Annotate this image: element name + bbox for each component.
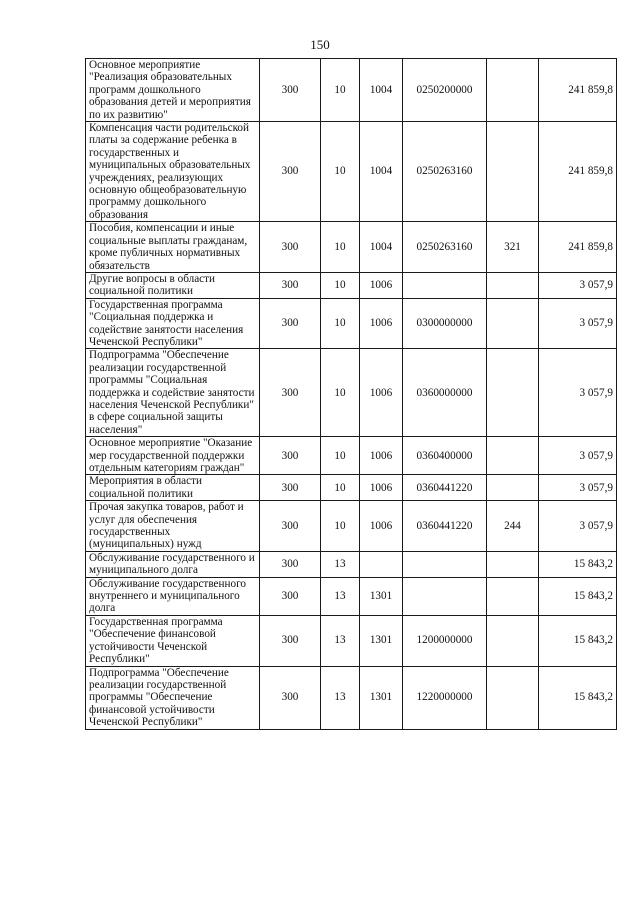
row-sum-cell: 3 057,9 [539,501,617,552]
row-vr-cell: 244 [487,501,539,552]
row-glav-cell: 300 [260,666,321,729]
row-csr-cell: 0360441220 [403,475,487,501]
row-name-cell: Подпрограмма "Обеспечение реализации государственной программы "Обеспечение финансовой устойчивости Чеченской Республики" [86,666,260,729]
row-name-cell: Другие вопросы в области социальной политики [86,272,260,298]
row-pr-cell: 1006 [360,349,403,437]
table-row [86,272,617,298]
budget-table [85,58,617,730]
row-glav-cell: 300 [260,59,321,122]
row-sum-cell: 3 057,9 [539,475,617,501]
row-vr-cell [487,349,539,437]
row-csr-cell: 0250263160 [403,122,487,222]
table-row [86,59,617,122]
row-pr-cell: 1301 [360,615,403,666]
row-name-cell: Обслуживание государственного и муниципального долга [86,551,260,577]
row-glav-cell: 300 [260,615,321,666]
row-sum-cell: 3 057,9 [539,437,617,475]
row-glav-cell: 300 [260,298,321,349]
row-pr-cell: 1006 [360,501,403,552]
row-vr-cell [487,437,539,475]
row-rz-cell: 13 [321,577,360,615]
row-glav-cell: 300 [260,577,321,615]
row-vr-cell [487,475,539,501]
row-pr-cell: 1006 [360,475,403,501]
row-sum-cell: 3 057,9 [539,349,617,437]
row-vr-cell [487,551,539,577]
row-rz-cell: 10 [321,349,360,437]
row-pr-cell: 1301 [360,666,403,729]
row-name-cell: Государственная программа "Социальная поддержка и содействие занятости населения Чеченской Республики" [86,298,260,349]
row-sum-cell: 241 859,8 [539,59,617,122]
row-sum-cell: 15 843,2 [539,551,617,577]
row-csr-cell: 0360441220 [403,501,487,552]
row-rz-cell: 10 [321,298,360,349]
row-csr-cell: 1200000000 [403,615,487,666]
table-row [86,615,617,666]
row-pr-cell: 1004 [360,122,403,222]
row-vr-cell [487,122,539,222]
row-name-cell: Компенсация части родительской платы за содержание ребенка в государственных и муниципальных образовательных учреждениях, реализующих основную общеобразовательную программу дошкольного образования [86,122,260,222]
row-glav-cell: 300 [260,122,321,222]
table-row [86,222,617,273]
row-rz-cell: 10 [321,122,360,222]
row-pr-cell: 1301 [360,577,403,615]
row-csr-cell: 0300000000 [403,298,487,349]
row-csr-cell: 0250200000 [403,59,487,122]
row-sum-cell: 241 859,8 [539,222,617,273]
row-csr-cell [403,551,487,577]
row-rz-cell: 10 [321,59,360,122]
row-sum-cell: 15 843,2 [539,577,617,615]
row-glav-cell: 300 [260,475,321,501]
row-csr-cell: 1220000000 [403,666,487,729]
row-rz-cell: 10 [321,475,360,501]
row-pr-cell: 1004 [360,59,403,122]
row-vr-cell [487,615,539,666]
row-rz-cell: 13 [321,666,360,729]
row-csr-cell: 0360400000 [403,437,487,475]
row-glav-cell: 300 [260,501,321,552]
row-sum-cell: 241 859,8 [539,122,617,222]
row-sum-cell: 3 057,9 [539,272,617,298]
table-row [86,666,617,729]
table-row [86,437,617,475]
row-glav-cell: 300 [260,272,321,298]
table-row [86,501,617,552]
row-csr-cell [403,577,487,615]
table-row [86,298,617,349]
row-csr-cell: 0360000000 [403,349,487,437]
row-name-cell: Основное мероприятие "Оказание мер государственной поддержки отдельным категориям граждан" [86,437,260,475]
row-rz-cell: 10 [321,222,360,273]
row-name-cell: Государственная программа "Обеспечение финансовой устойчивости Чеченской Республики" [86,615,260,666]
row-name-cell: Обслуживание государственного внутреннего и муниципального долга [86,577,260,615]
row-sum-cell: 3 057,9 [539,298,617,349]
row-sum-cell: 15 843,2 [539,666,617,729]
row-name-cell: Пособия, компенсации и иные социальные выплаты гражданам, кроме публичных нормативных обязательств [86,222,260,273]
row-rz-cell: 13 [321,615,360,666]
row-pr-cell: 1006 [360,298,403,349]
row-vr-cell: 321 [487,222,539,273]
budget-table-body [86,59,617,730]
row-glav-cell: 300 [260,437,321,475]
row-pr-cell: 1006 [360,437,403,475]
row-pr-cell [360,551,403,577]
row-pr-cell: 1004 [360,222,403,273]
row-rz-cell: 10 [321,437,360,475]
table-row [86,475,617,501]
page-number: 150 [310,37,330,52]
table-row [86,122,617,222]
row-glav-cell: 300 [260,349,321,437]
table-row [86,577,617,615]
table-row [86,551,617,577]
row-rz-cell: 10 [321,272,360,298]
row-rz-cell: 10 [321,501,360,552]
row-name-cell: Прочая закупка товаров, работ и услуг для обеспечения государственных (муниципальных) нужд [86,501,260,552]
table-row [86,349,617,437]
row-glav-cell: 300 [260,551,321,577]
row-vr-cell [487,666,539,729]
row-pr-cell: 1006 [360,272,403,298]
row-name-cell: Мероприятия в области социальной политики [86,475,260,501]
row-glav-cell: 300 [260,222,321,273]
row-csr-cell: 0250263160 [403,222,487,273]
row-vr-cell [487,577,539,615]
row-name-cell: Подпрограмма "Обеспечение реализации государственной программы "Социальная поддержка и содействие занятости населения Чеченской Республики" в сфере социальной защиты населения" [86,349,260,437]
row-csr-cell [403,272,487,298]
row-rz-cell: 13 [321,551,360,577]
row-sum-cell: 15 843,2 [539,615,617,666]
row-vr-cell [487,59,539,122]
row-vr-cell [487,298,539,349]
row-vr-cell [487,272,539,298]
row-name-cell: Основное мероприятие "Реализация образовательных программ дошкольного образования детей и мероприятия по их развитию" [86,59,260,122]
